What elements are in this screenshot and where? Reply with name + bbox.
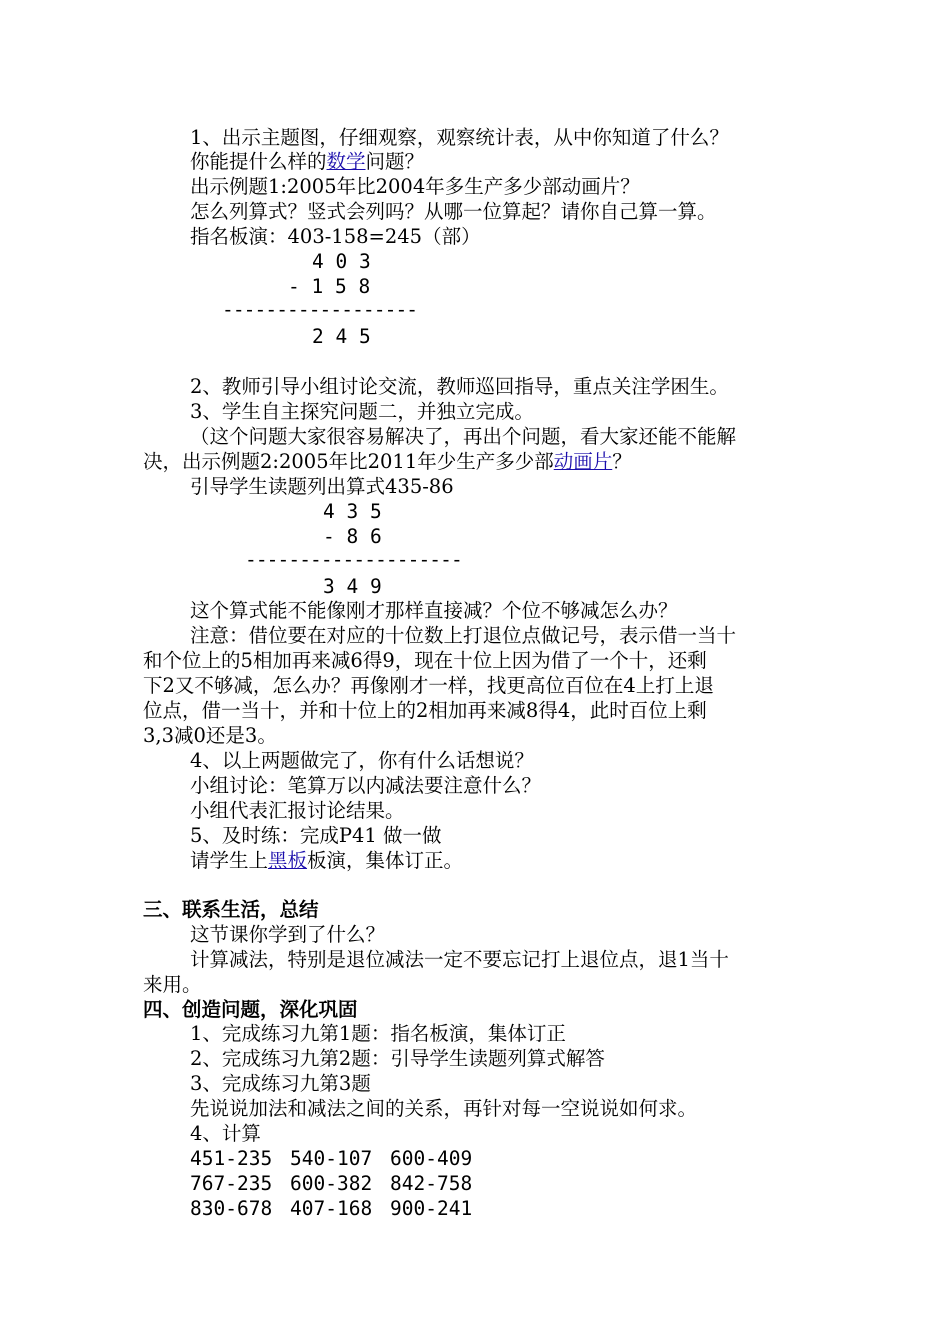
calc-cell: 767-235 xyxy=(190,1172,273,1195)
calc-cell: 830-678 xyxy=(190,1197,273,1220)
step1-line1: 1、出示主题图，仔细观察，观察统计表，从中你知道了什么？ xyxy=(190,126,729,149)
calc-cell: 407-168 xyxy=(290,1197,373,1220)
vertical1-minus: - 1 5 8 xyxy=(288,275,371,298)
guide-read-text: 引导学生读题列出算式435-86 xyxy=(190,475,454,498)
group-report-text: 小组代表汇报讨论结果。 xyxy=(190,799,405,822)
board-post: 板演，集体订正。 xyxy=(307,849,464,872)
note-line: 3,3减0还是3。 xyxy=(143,724,277,747)
section-four-item: 2、完成练习九第2题：引导学生读题列算式解答 xyxy=(190,1047,605,1070)
vertical2-minus: - 8 6 xyxy=(323,525,382,548)
calc-cell: 451-235 xyxy=(190,1147,273,1170)
paren-line2 xyxy=(143,450,632,474)
note-line: 注意：借位要在对应的十位数上打退位点做记号，表示借一当十 xyxy=(190,624,737,647)
calc-cell: 600-382 xyxy=(290,1172,373,1195)
note-line: 和个位上的5相加再来减6得9，现在十位上因为借了一个十，还剩 xyxy=(143,649,707,672)
step1-line2-post: 问题？ xyxy=(365,150,425,173)
vertical1-result: 2 4 5 xyxy=(312,325,371,348)
section-four-heading: 四、创造问题，深化巩固 xyxy=(143,998,358,1021)
calc-cell: 842-758 xyxy=(390,1172,473,1195)
example1-text: 出示例题1:2005年比2004年多生产多少部动画片？ xyxy=(190,175,640,198)
paren-line2-post: ？ xyxy=(612,450,632,473)
step5-text: 5、及时练：完成P41 做一做 xyxy=(190,824,442,847)
question-text: 这个算式能不能像刚才那样直接减？个位不够减怎么办？ xyxy=(190,599,678,622)
section-four-item: 1、完成练习九第1题：指名板演，集体订正 xyxy=(190,1022,566,1045)
vertical1-top: 4 0 3 xyxy=(312,250,371,273)
vertical2-result: 3 4 9 xyxy=(323,575,382,598)
calc-cell: 600-409 xyxy=(390,1147,473,1170)
step4-text: 4、以上两题做完了，你有什么话想说？ xyxy=(190,749,534,772)
step1-line2-pre: 你能提什么样的 xyxy=(190,150,327,173)
board-line xyxy=(190,849,463,873)
paren-line1: （这个问题大家很容易解决了，再出个问题，看大家还能不能解 xyxy=(190,425,737,448)
board-pre: 请学生上 xyxy=(190,849,269,872)
math-link[interactable]: 数学 xyxy=(326,150,366,173)
vertical2-top: 4 3 5 xyxy=(323,500,382,523)
animation-link[interactable]: 动画片 xyxy=(553,450,613,473)
note-line: 下2又不够减，怎么办？再像刚才一样，找更高位百位在4上打上退 xyxy=(143,674,714,697)
board-demo1-text: 指名板演：403-158=245（部） xyxy=(190,225,481,248)
vertical1-rule: ------------------ xyxy=(222,298,418,321)
calc-cell: 900-241 xyxy=(390,1197,473,1220)
paren-line2-pre: 决，出示例题2:2005年比2011年少生产多少部 xyxy=(143,450,554,473)
step1-line2 xyxy=(190,150,424,174)
vertical2-rule: -------------------- xyxy=(245,548,462,571)
group-discuss-text: 小组讨论：笔算万以内减法要注意什么？ xyxy=(190,774,542,797)
calc-cell: 540-107 xyxy=(290,1147,373,1170)
step3-text: 3、学生自主探究问题二，并独立完成。 xyxy=(190,400,534,423)
section-three-line: 这节课你学到了什么？ xyxy=(190,923,386,946)
step2-text: 2、教师引导小组讨论交流，教师巡回指导，重点关注学困生。 xyxy=(190,375,729,398)
section-four-item: 4、计算 xyxy=(190,1122,261,1145)
section-three-line: 来用。 xyxy=(143,973,202,996)
section-three-line: 计算减法，特别是退位减法一定不要忘记打上退位点，退1当十 xyxy=(190,948,729,971)
how-to-list-text: 怎么列算式？竖式会列吗？从哪一位算起？请你自己算一算。 xyxy=(190,200,717,223)
section-three-heading: 三、联系生活，总结 xyxy=(143,898,319,921)
blackboard-link[interactable]: 黑板 xyxy=(268,849,308,872)
note-line: 位点，借一当十，并和十位上的2相加再来减8得4，此时百位上剩 xyxy=(143,699,707,722)
section-four-item: 3、完成练习九第3题 xyxy=(190,1072,371,1095)
section-four-item-desc: 先说说加法和减法之间的关系，再针对每一空说说如何求。 xyxy=(190,1097,698,1120)
